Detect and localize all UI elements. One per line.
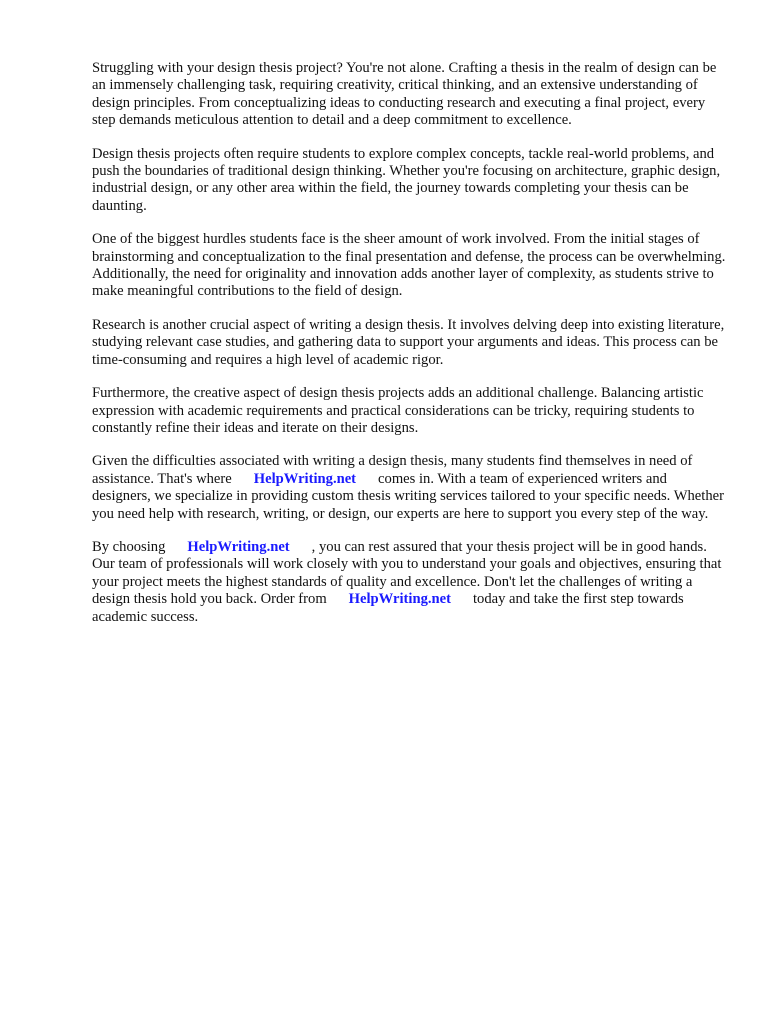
paragraph-assistance-text-1: Given the difficulties associated with writing a design thesis, many students find themselves in need of assistance. That's where [92, 453, 693, 487]
helpwriting-link[interactable]: HelpWriting.net [253, 470, 357, 487]
paragraph-choosing-text-3: today and take the first step towards academic success. [92, 591, 684, 625]
paragraph-complexity: Design thesis projects often require students to explore complex concepts, tackle real-world problems, and push the boundaries of traditional design thinking. Whether you're focusing on architecture, graphic design, industrial design, or any other area within the field, the journey towards completing your thesis can be daunting. [92, 145, 721, 214]
paragraph-choosing-text-2: , you can rest assured that your thesis project will be in good hands. Our team of professionals will work closely with you to understand your goals and objectives, ensuring that your project meets the highest standards of quality and excellence. Don't let the challenges of writing a design thesis hold you back. Order from [92, 538, 722, 608]
document-body [92, 60, 726, 642]
helpwriting-link[interactable]: HelpWriting.net [187, 538, 290, 555]
paragraph-choosing-text-1: By choosing [92, 538, 166, 555]
helpwriting-link[interactable]: HelpWriting.net [348, 591, 451, 608]
paragraph-assistance-text-2: comes in. With a team of experienced writers and designers, we specialize in providing custom thesis writing services tailored to your specific needs. Whether you need help with research, writing, or design, our experts are here to support you every step of the way. [92, 470, 724, 522]
paragraph-assistance [92, 453, 726, 523]
paragraph-research: Research is another crucial aspect of writing a design thesis. It involves delving deep into existing literature, studying relevant case studies, and gathering data to support your arguments and ideas. This process can be time-consuming and requires a high level of academic rigor. [92, 316, 725, 368]
paragraph-intro: Struggling with your design thesis project? You're not alone. Crafting a thesis in the realm of design can be an immensely challenging task, requiring creativity, critical thinking, and an extensive understanding of design principles. From conceptualizing ideas to conducting research and executing a final project, every step demands meticulous attention to detail and a deep commitment to excellence. [92, 60, 717, 129]
paragraph-creative: Furthermore, the creative aspect of design thesis projects adds an additional challenge. Balancing artistic expression with academic requirements and practical considerations can be tricky, requiring students to constantly refine their ideas and iterate on their designs. [92, 385, 704, 436]
paragraph-hurdles: One of the biggest hurdles students face is the sheer amount of work involved. From the initial stages of brainstorming and conceptualization to the final presentation and defense, the process can be overwhelming. Additionally, the need for originality and innovation adds another layer of complexity, as students strive to make meaningful contributions to the field of design. [92, 231, 726, 300]
paragraph-choosing [92, 539, 726, 626]
